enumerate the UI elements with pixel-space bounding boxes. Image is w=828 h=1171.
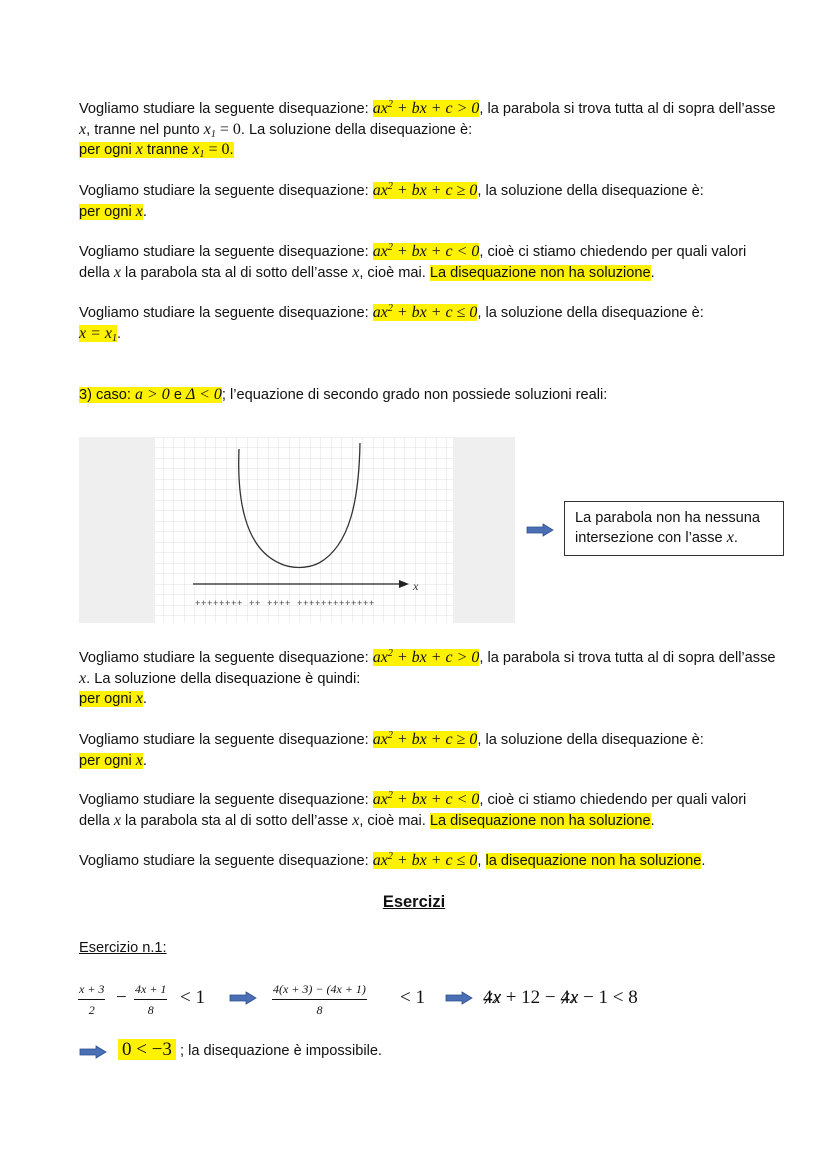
right-arrow-icon <box>526 523 554 537</box>
solution-highlight: per ogni x <box>79 751 143 769</box>
inequality-math: $ax^2$ + bx + c > 0 <box>372 99 480 117</box>
solution-highlight: La disequazione non ha soluzione <box>429 812 651 829</box>
minus-sign: − <box>116 987 127 1008</box>
less-than-1: < 1 <box>180 987 205 1008</box>
paragraph-7: Vogliamo studiare la seguente disequazione: $ax^2$ + bx + c < 0, cioè ci stiamo chiedendo per quali valori della x la parabola sta al di sotto dell’asse x, cioè mai. La disequazione non ha soluzione. <box>79 790 747 829</box>
fraction-1: $\frac{x + 3}{2}$ <box>79 982 105 1017</box>
paragraph-2: Vogliamo studiare la seguente disequazione: $ax^2$ + bx + c ≥ 0, la soluzione della disequazione è: per ogni x. <box>79 181 704 220</box>
right-arrow-icon <box>79 1045 107 1059</box>
conclusion-row <box>118 1038 382 1063</box>
less-than-2: < 1 <box>400 987 425 1008</box>
conclusion-text: ; la disequazione è impossibile. <box>175 1043 382 1059</box>
inequality-math: $ax^2$ + bx + c < 0 <box>372 790 480 808</box>
grid-lines <box>155 437 453 623</box>
parabola-graph <box>79 437 515 623</box>
fraction-3: $\frac{4(x + 3) - (4x + 1)}{8}$ <box>273 982 366 1017</box>
right-arrow-icon <box>229 991 257 1005</box>
paragraph-1: Vogliamo studiare la seguente disequazione: $ax^2$ + bx + c > 0, la parabola si trova tutta al di sopra dell’asse x, tranne nel punto $x_1 = 0$. La soluzione della disequazione è: per ogni x tranne $x_1 = 0$. <box>79 99 776 160</box>
solution-highlight: per ogni x <box>79 690 143 707</box>
inequality-math: $ax^2$ + bx + c > 0 <box>372 648 480 666</box>
final-result: 0 < −3 <box>118 1039 176 1060</box>
x-axis-label: x <box>413 579 419 593</box>
inequality-math: $ax^2$ + bx + c ≥ 0 <box>372 730 478 748</box>
exercise-label: Esercizio n.1: <box>79 940 167 956</box>
inequality-math: $ax^2$ + bx + c ≤ 0 <box>372 303 478 321</box>
solution-highlight: La disequazione non ha soluzione <box>429 264 651 281</box>
inequality-math: $ax^2$ + bx + c ≤ 0 <box>372 851 478 869</box>
case-3-heading: 3) caso: a > 0 e Δ < 0; l’equazione di secondo grado non possiede soluzioni reali: <box>79 386 608 403</box>
paragraph-6: Vogliamo studiare la seguente disequazione: $ax^2$ + bx + c ≥ 0, la soluzione della disequazione è: per ogni x. <box>79 730 704 769</box>
paragraph-3: Vogliamo studiare la seguente disequazione: $ax^2$ + bx + c < 0, cioè ci stiamo chiedendo per quali valori della x la parabola sta al di sotto dell’asse x, cioè mai. La disequazione non ha soluzione. <box>79 242 747 281</box>
paragraph-5: Vogliamo studiare la seguente disequazione: $ax^2$ + bx + c > 0, la parabola si trova tutta al di sopra dell’asse x. La soluzione della disequazione è quindi: per ogni x. <box>79 648 776 707</box>
paragraph-4: Vogliamo studiare la seguente disequazione: $ax^2$ + bx + c ≤ 0, la soluzione della disequazione è: $x = x_1$. <box>79 303 704 344</box>
paragraph-8: Vogliamo studiare la seguente disequazione: $ax^2$ + bx + c ≤ 0, la disequazione non ha soluzione. <box>79 851 706 869</box>
solution-highlight: per ogni x <box>79 202 143 220</box>
case-3-label: 3) caso: a > 0 e Δ < 0 <box>79 386 222 403</box>
solution-highlight: $x = x_1$ <box>79 324 117 344</box>
exercises-title: Esercizi <box>382 893 446 911</box>
simplified-expression: 4x + 12 − 4x − 1 < 8 <box>483 987 638 1008</box>
exercise-derivation <box>0 980 828 1020</box>
solution-highlight: per ogni x tranne $x_1 = 0$. <box>79 141 234 160</box>
inequality-math: $ax^2$ + bx + c < 0 <box>372 242 480 260</box>
fraction-2: $\frac{4x + 1}{8}$ <box>135 982 167 1017</box>
right-arrow-icon <box>445 991 473 1005</box>
inequality-math: $ax^2$ + bx + c ≥ 0 <box>372 181 478 199</box>
solution-highlight: la disequazione non ha soluzione <box>485 853 702 869</box>
parabola-figure <box>79 437 515 623</box>
sign-ticks: ++++++++ ++ ++++ +++++++++++++ <box>195 599 376 609</box>
callout-box: La parabola non ha nessuna intersezione con l’asse x. <box>564 501 784 556</box>
